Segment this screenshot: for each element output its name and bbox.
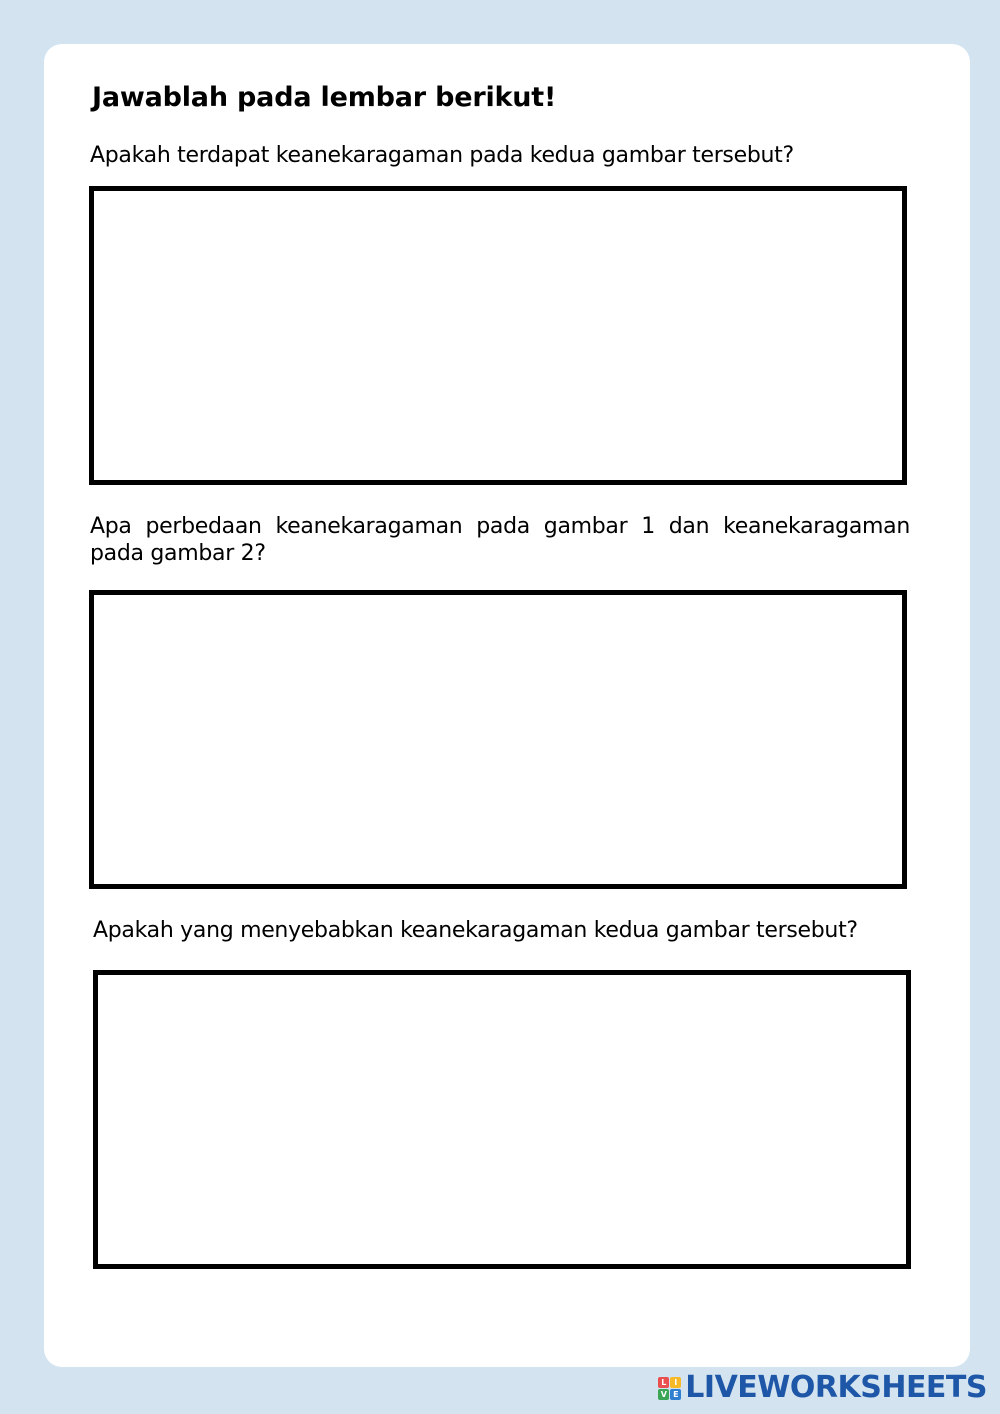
worksheet-title: Jawablah pada lembar berikut! (92, 82, 557, 113)
answer-box-2[interactable] (89, 590, 907, 889)
question-1-text: Apakah terdapat keanekaragaman pada kedua gambar tersebut? (90, 143, 794, 168)
liveworksheets-logo-icon (658, 1377, 681, 1400)
question-3-text: Apakah yang menyebabkan keanekaragaman kedua gambar tersebut? (93, 918, 858, 943)
logo-letter-i: I (670, 1377, 681, 1388)
logo-letter-v: V (658, 1389, 669, 1400)
question-2-text: Apa perbedaan keanekaragaman pada gambar 1 dan keanekaragaman pada gambar 2? (90, 514, 910, 566)
answer-box-1[interactable] (89, 186, 907, 485)
logo-letter-e: E (670, 1389, 681, 1400)
liveworksheets-brand (658, 1372, 987, 1404)
liveworksheets-wordmark: LIVEWORKSHEETS (685, 1370, 987, 1405)
answer-box-3[interactable] (93, 970, 911, 1269)
logo-letter-l: L (658, 1377, 669, 1388)
